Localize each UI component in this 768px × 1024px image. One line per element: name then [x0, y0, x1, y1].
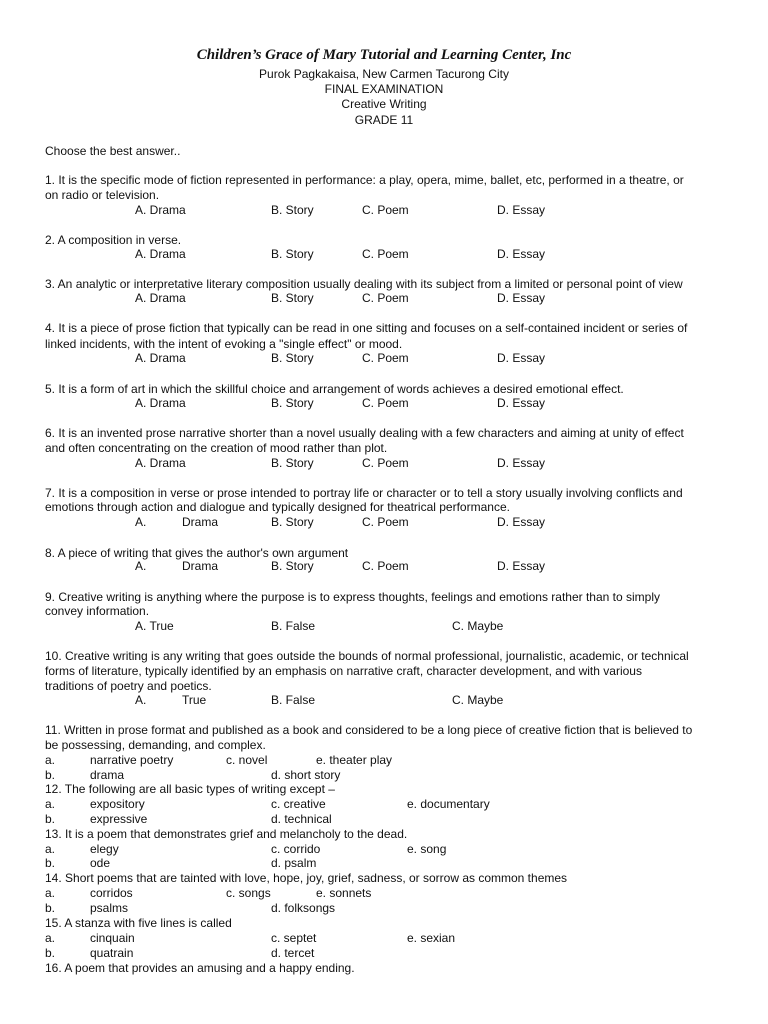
answer-choice: B. Story	[271, 351, 314, 365]
answer-option: d. psalm	[271, 856, 317, 870]
question-text: forms of literature, typically identified by an emphasis on narrative craft, character development, and with various	[45, 664, 642, 678]
option-letter: b.	[45, 946, 56, 960]
answer-option: d. folksongs	[271, 901, 336, 915]
answer-choice: C. Poem	[362, 515, 409, 529]
answer-option: expressive	[90, 812, 148, 826]
question-text: 4. It is a piece of prose fiction that typically can be read in one sitting and focuses on a self-contained incident or series of	[45, 321, 688, 335]
answer-choice: B. Story	[271, 559, 314, 573]
option-letter: a.	[45, 797, 56, 811]
question-text: 8. A piece of writing that gives the author's own argument	[45, 546, 349, 560]
answer-choice: A. Drama	[135, 351, 186, 365]
option-letter: a.	[45, 753, 56, 767]
option-letter: b.	[45, 856, 56, 870]
exam-title: FINAL EXAMINATION	[324, 82, 444, 96]
question-text: convey information.	[45, 604, 150, 618]
answer-option: e. sonnets	[316, 886, 372, 900]
question-text: 1. It is the specific mode of fiction represented in performance: a play, opera, mime, ballet, etc, performed in a theatre, or	[45, 173, 684, 187]
answer-option: e. sexian	[407, 931, 456, 945]
answer-choice: B. Story	[271, 291, 314, 305]
answer-option: c. novel	[226, 753, 268, 767]
exam-grade: GRADE 11	[354, 113, 414, 127]
answer-choice: C. Poem	[362, 203, 409, 217]
question-text: 16. A poem that provides an amusing and a happy ending.	[45, 961, 355, 975]
answer-choice: Drama	[182, 515, 219, 529]
answer-choice: A. Drama	[135, 291, 186, 305]
option-letter: a.	[45, 842, 56, 856]
answer-choice: B. Story	[271, 396, 314, 410]
answer-choice: A. Drama	[135, 456, 186, 470]
answer-choice: C. Poem	[362, 559, 409, 573]
question-text: 10. Creative writing is any writing that goes outside the bounds of normal professional, journalistic, academic, or technical	[45, 649, 689, 663]
question-text: traditions of poetry and poetics.	[45, 679, 212, 693]
answer-choice: D. Essay	[497, 351, 546, 365]
option-letter: a.	[45, 931, 56, 945]
option-letter: b.	[45, 768, 56, 782]
answer-choice: A.	[135, 515, 147, 529]
answer-option: quatrain	[90, 946, 134, 960]
answer-option: narrative poetry	[90, 753, 174, 767]
answer-choice: B. Story	[271, 515, 314, 529]
question-text: emotions through action and dialogue and typically designed for theatrical performance.	[45, 500, 510, 514]
answer-choice: True	[182, 693, 207, 707]
answer-choice: B. Story	[271, 247, 314, 261]
option-letter: b.	[45, 812, 56, 826]
answer-choice: B. False	[271, 693, 316, 707]
answer-choice: D. Essay	[497, 396, 546, 410]
question-text: 13. It is a poem that demonstrates grief and melancholy to the dead.	[45, 827, 408, 841]
question-text: 12. The following are all basic types of writing except –	[45, 782, 335, 796]
school-address: Purok Pagkakaisa, New Carmen Tacurong City	[259, 67, 509, 81]
question-text: 15. A stanza with five lines is called	[45, 916, 232, 930]
answer-choice: C. Poem	[362, 351, 409, 365]
question-text: 7. It is a composition in verse or prose intended to portray life or character or to tell a story usually involving conflicts and	[45, 486, 683, 500]
answer-option: c. creative	[271, 797, 326, 811]
answer-option: c. corrido	[271, 842, 321, 856]
answer-choice: Drama	[182, 559, 219, 573]
answer-option: e. documentary	[407, 797, 490, 811]
answer-option: c. septet	[271, 931, 317, 945]
answer-choice: B. Story	[271, 456, 314, 470]
question-text: 2. A composition in verse.	[45, 233, 182, 247]
question-text: on radio or television.	[45, 188, 160, 202]
answer-choice: D. Essay	[497, 559, 546, 573]
answer-choice: A.	[135, 559, 147, 573]
answer-choice: C. Maybe	[452, 619, 504, 633]
exam-subject: Creative Writing	[341, 97, 427, 111]
question-text: 9. Creative writing is anything where the purpose is to express thoughts, feelings and emotions rather than to simply	[45, 590, 660, 604]
answer-option: elegy	[90, 842, 119, 856]
answer-choice: C. Poem	[362, 456, 409, 470]
answer-option: e. theater play	[316, 753, 393, 767]
answer-option: d. short story	[271, 768, 341, 782]
question-text: 5. It is a form of art in which the skillful choice and arrangement of words achieves a desired emotional effect.	[45, 382, 624, 396]
question-text: 6. It is an invented prose narrative shorter than a novel usually dealing with a few characters and aiming at unity of effect	[45, 426, 684, 440]
answer-choice: A. True	[135, 619, 174, 633]
answer-choice: A. Drama	[135, 247, 186, 261]
answer-choice: A. Drama	[135, 396, 186, 410]
answer-choice: D. Essay	[497, 456, 546, 470]
answer-choice: D. Essay	[497, 515, 546, 529]
answer-choice: D. Essay	[497, 291, 546, 305]
answer-option: d. technical	[271, 812, 332, 826]
answer-choice: C. Poem	[362, 247, 409, 261]
answer-option: c. songs	[226, 886, 271, 900]
question-text: linked incidents, with the intent of evoking a "single effect" or mood.	[45, 337, 403, 351]
answer-choice: C. Poem	[362, 291, 409, 305]
answer-choice: D. Essay	[497, 203, 546, 217]
answer-option: e. song	[407, 842, 447, 856]
answer-choice: A.	[135, 693, 147, 707]
option-letter: a.	[45, 886, 56, 900]
option-letter: b.	[45, 901, 56, 915]
question-text: be possessing, demanding, and complex.	[45, 738, 266, 752]
answer-choice: C. Poem	[362, 396, 409, 410]
answer-choice: B. False	[271, 619, 316, 633]
answer-option: expository	[90, 797, 145, 811]
answer-choice: B. Story	[271, 203, 314, 217]
answer-option: drama	[90, 768, 125, 782]
instructions: Choose the best answer..	[45, 144, 181, 158]
answer-option: psalms	[90, 901, 129, 915]
answer-option: d. tercet	[271, 946, 315, 960]
answer-choice: D. Essay	[497, 247, 546, 261]
question-text: 3. An analytic or interpretative literary composition usually dealing with its subject from a limited or personal point of view	[45, 277, 683, 291]
answer-choice: C. Maybe	[452, 693, 504, 707]
answer-choice: A. Drama	[135, 203, 186, 217]
answer-option: corridos	[90, 886, 133, 900]
question-text: and often concentrating on the creation of mood rather than plot.	[45, 441, 388, 455]
question-text: 14. Short poems that are tainted with love, hope, joy, grief, sadness, or sorrow as common themes	[45, 871, 568, 885]
answer-option: ode	[90, 856, 111, 870]
answer-option: cinquain	[90, 931, 135, 945]
school-name: Children’s Grace of Mary Tutorial and Learning Center, Inc	[196, 47, 572, 63]
question-text: 11. Written in prose format and published as a book and considered to be a long piece of creative fiction that is believed to	[45, 723, 693, 737]
